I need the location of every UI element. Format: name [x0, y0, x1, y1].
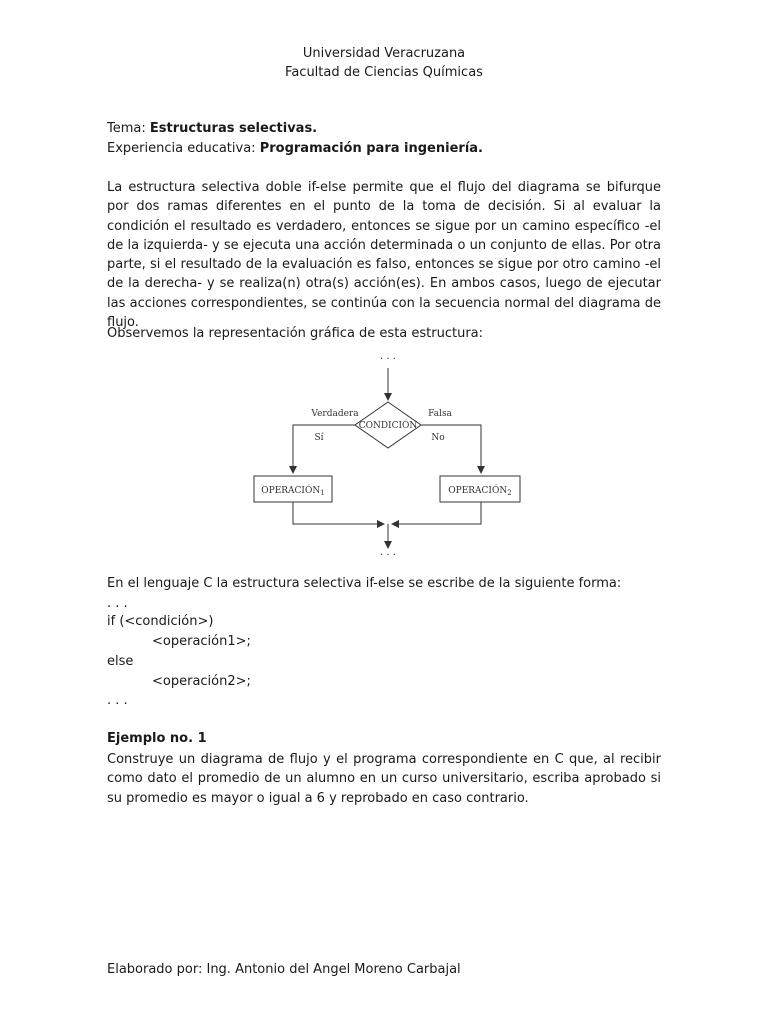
diagram-bottom-dots: · · · [380, 550, 396, 560]
topic-line [107, 121, 317, 136]
flowchart-diagram [236, 352, 536, 560]
merge-left-line [293, 502, 384, 524]
false-short-label: No [431, 433, 445, 443]
example-text: Construye un diagrama de flujo y el programa correspondiente en C que, al recibir como dato el promedio de un alumno en un curso universitario, escriba aprobado si su promedio es mayor o igual a 6 y reprobado en caso contrario. [107, 752, 661, 806]
faculty-name: Facultad de Ciencias Químicas [285, 65, 483, 80]
false-branch-line [421, 425, 481, 473]
course-value: Programación para ingeniería. [259, 141, 483, 156]
code-dots-top: . . . [107, 596, 128, 611]
university-name: Universidad Veracruzana [302, 46, 466, 61]
code-op2-line: <operación2>; [152, 674, 251, 689]
operation2-label: $OPERACIÓN_2$ [448, 486, 512, 497]
code-if-line: if (<condición>) [107, 614, 214, 629]
course-line [107, 141, 483, 156]
operation1-label: $OPERACIÓN_1$ [261, 486, 325, 497]
false-label: Falsa [428, 409, 452, 419]
true-label: Verdadera [311, 409, 359, 419]
example-title: Ejemplo no. 1 [107, 731, 207, 746]
code-op1-line: <operación1>; [152, 634, 251, 649]
footer-author: Elaborado por: Ing. Antonio del Angel Moreno Carbajal [107, 962, 461, 977]
topic-label: Tema: [107, 121, 150, 136]
code-else-line: else [107, 654, 134, 669]
topic-value: Estructuras selectivas. [149, 121, 318, 136]
intro-paragraph: La estructura selectiva doble if-else permite que el flujo del diagrama se bifurque por dos ramas diferentes en el punto de la toma de decisión. Si al evaluar la condición el resultado es verdadero, entonces se sigue por un camino específico -el de la izquierda- y se ejecuta una acción determinada o un conjunto de ellas. Por otra parte, si el resultado de la evaluación es falso, entonces se sigue por otro camino -el de la derecha- y se realiza(n) otra(s) acción(es). En ambos casos, luego de ejecutar las acciones correspondientes, se continúa con la secuencia normal del diagrama de flujo. [107, 180, 661, 331]
true-branch-line [293, 425, 355, 473]
diagram-top-dots: · · · [380, 354, 396, 365]
graphic-intro: Observemos la representación gráfica de esta estructura: [107, 326, 484, 341]
course-label: Experiencia educativa: [107, 141, 260, 156]
condition-label: CONDICIÓN [358, 421, 418, 431]
true-short-label: Sí [314, 433, 324, 443]
code-dots-bottom: . . . [107, 693, 128, 708]
merge-right-line [392, 502, 481, 524]
code-intro: En el lenguaje C la estructura selectiva if-else se escribe de la siguiente forma: [107, 576, 622, 591]
